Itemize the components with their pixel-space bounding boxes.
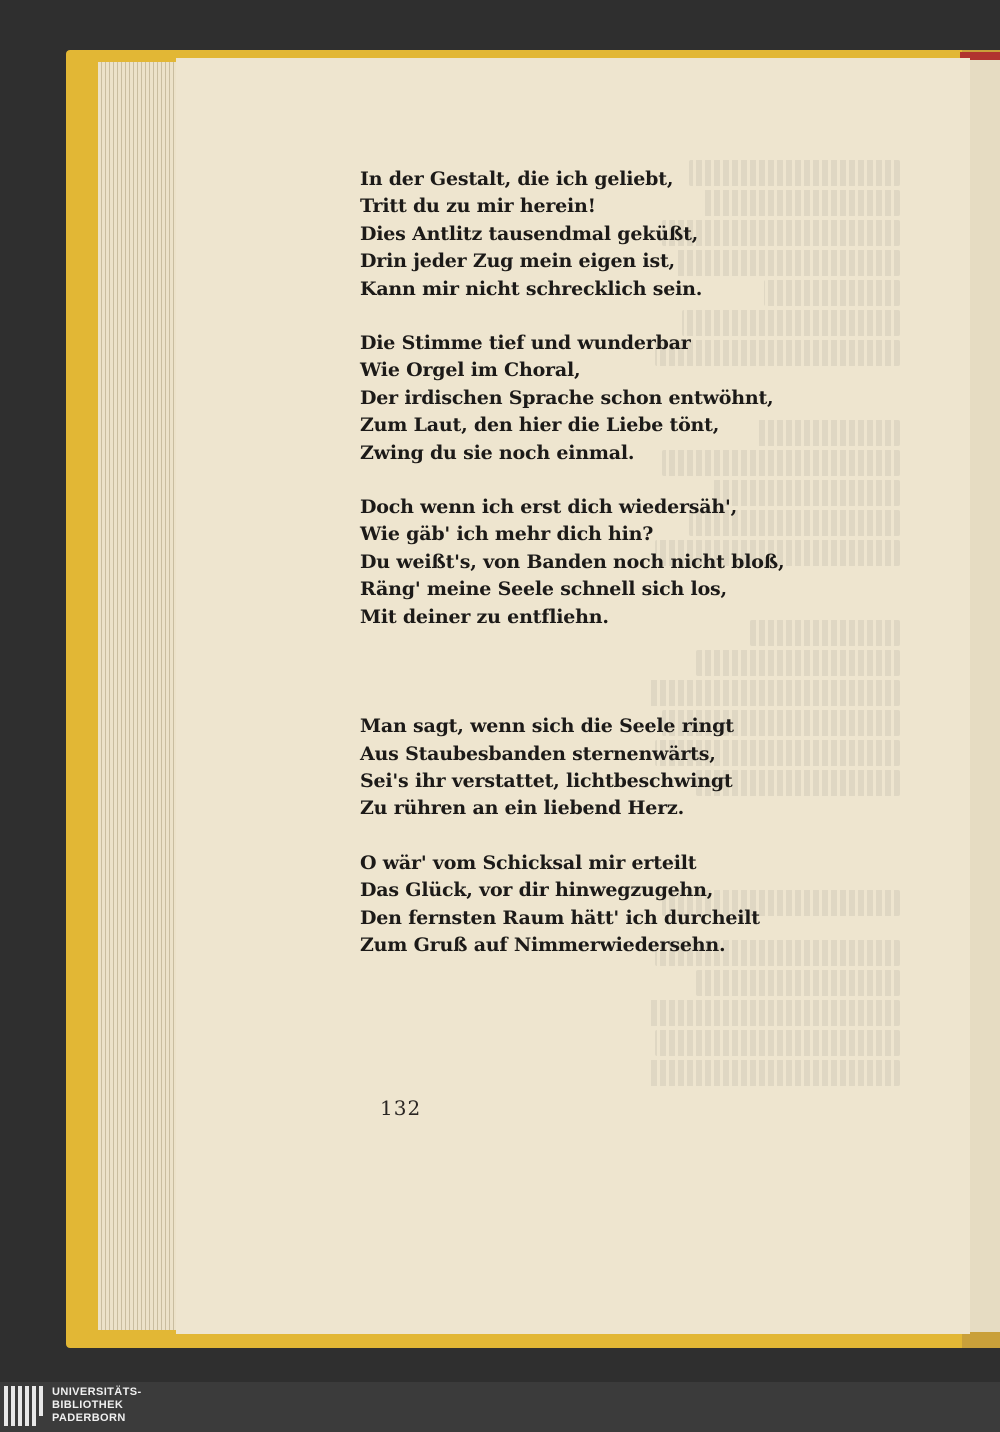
verse-line: Sei's ihr verstattet, lichtbeschwingt <box>360 769 733 792</box>
verse-line: Mit deiner zu entfliehn. <box>360 605 609 628</box>
logo-line-3: PADERBORN <box>52 1412 126 1424</box>
page-number: 132 <box>380 1096 422 1120</box>
verse-line: Räng' meine Seele schnell sich los, <box>360 578 727 601</box>
verse-line: Der irdischen Sprache schon entwöhnt, <box>360 386 774 409</box>
stanza-4 <box>360 713 740 823</box>
facing-page-edge <box>968 60 1000 1332</box>
stanza-1 <box>360 166 740 303</box>
verse-line: Aus Staubesbanden sternenwärts, <box>360 742 716 765</box>
verse-line: Den fernsten Raum hätt' ich durcheilt <box>360 906 760 929</box>
verse-line: Zum Laut, den hier die Liebe tönt, <box>360 414 720 437</box>
verse-line: O wär' vom Schicksal mir erteilt <box>360 851 697 874</box>
verse-line: Zwing du sie noch einmal. <box>360 441 635 464</box>
verse-line: Wie gäb' ich mehr dich hin? <box>360 523 654 546</box>
library-logo-text <box>52 1386 142 1425</box>
logo-line-1: UNIVERSITÄTS- <box>52 1386 142 1398</box>
verse-line: Die Stimme tief und wunderbar <box>360 332 691 355</box>
verse-line: Du weißt's, von Banden noch nicht bloß, <box>360 550 785 573</box>
verse-line: Kann mir nicht schrecklich sein. <box>360 277 703 300</box>
verse-line: Doch wenn ich erst dich wiedersäh', <box>360 496 738 519</box>
logo-line-2: BIBLIOTHEK <box>52 1399 124 1411</box>
verse-line: In der Gestalt, die ich geliebt, <box>360 168 674 190</box>
poem <box>360 166 785 959</box>
library-logo-icon <box>4 1386 48 1428</box>
verse-line: Zu rühren an ein liebend Herz. <box>360 797 685 820</box>
stanza-5 <box>360 850 760 960</box>
verse-line: Tritt du zu mir herein! <box>360 195 596 218</box>
verse-line: Das Glück, vor dir hinwegzugehn, <box>360 879 714 902</box>
footer-bar <box>0 1382 1000 1432</box>
verse-line: Zum Gruß auf Nimmerwiedersehn. <box>360 933 726 956</box>
stanza-3 <box>360 494 785 631</box>
verse-line: Man sagt, wenn sich die Seele ringt <box>360 715 734 738</box>
page-edges <box>98 62 182 1330</box>
stanza-2 <box>360 330 774 467</box>
verse-line: Dies Antlitz tausendmal geküßt, <box>360 222 699 245</box>
verse-line: Drin jeder Zug mein eigen ist, <box>360 250 675 273</box>
verse-line: Wie Orgel im Choral, <box>360 359 581 382</box>
